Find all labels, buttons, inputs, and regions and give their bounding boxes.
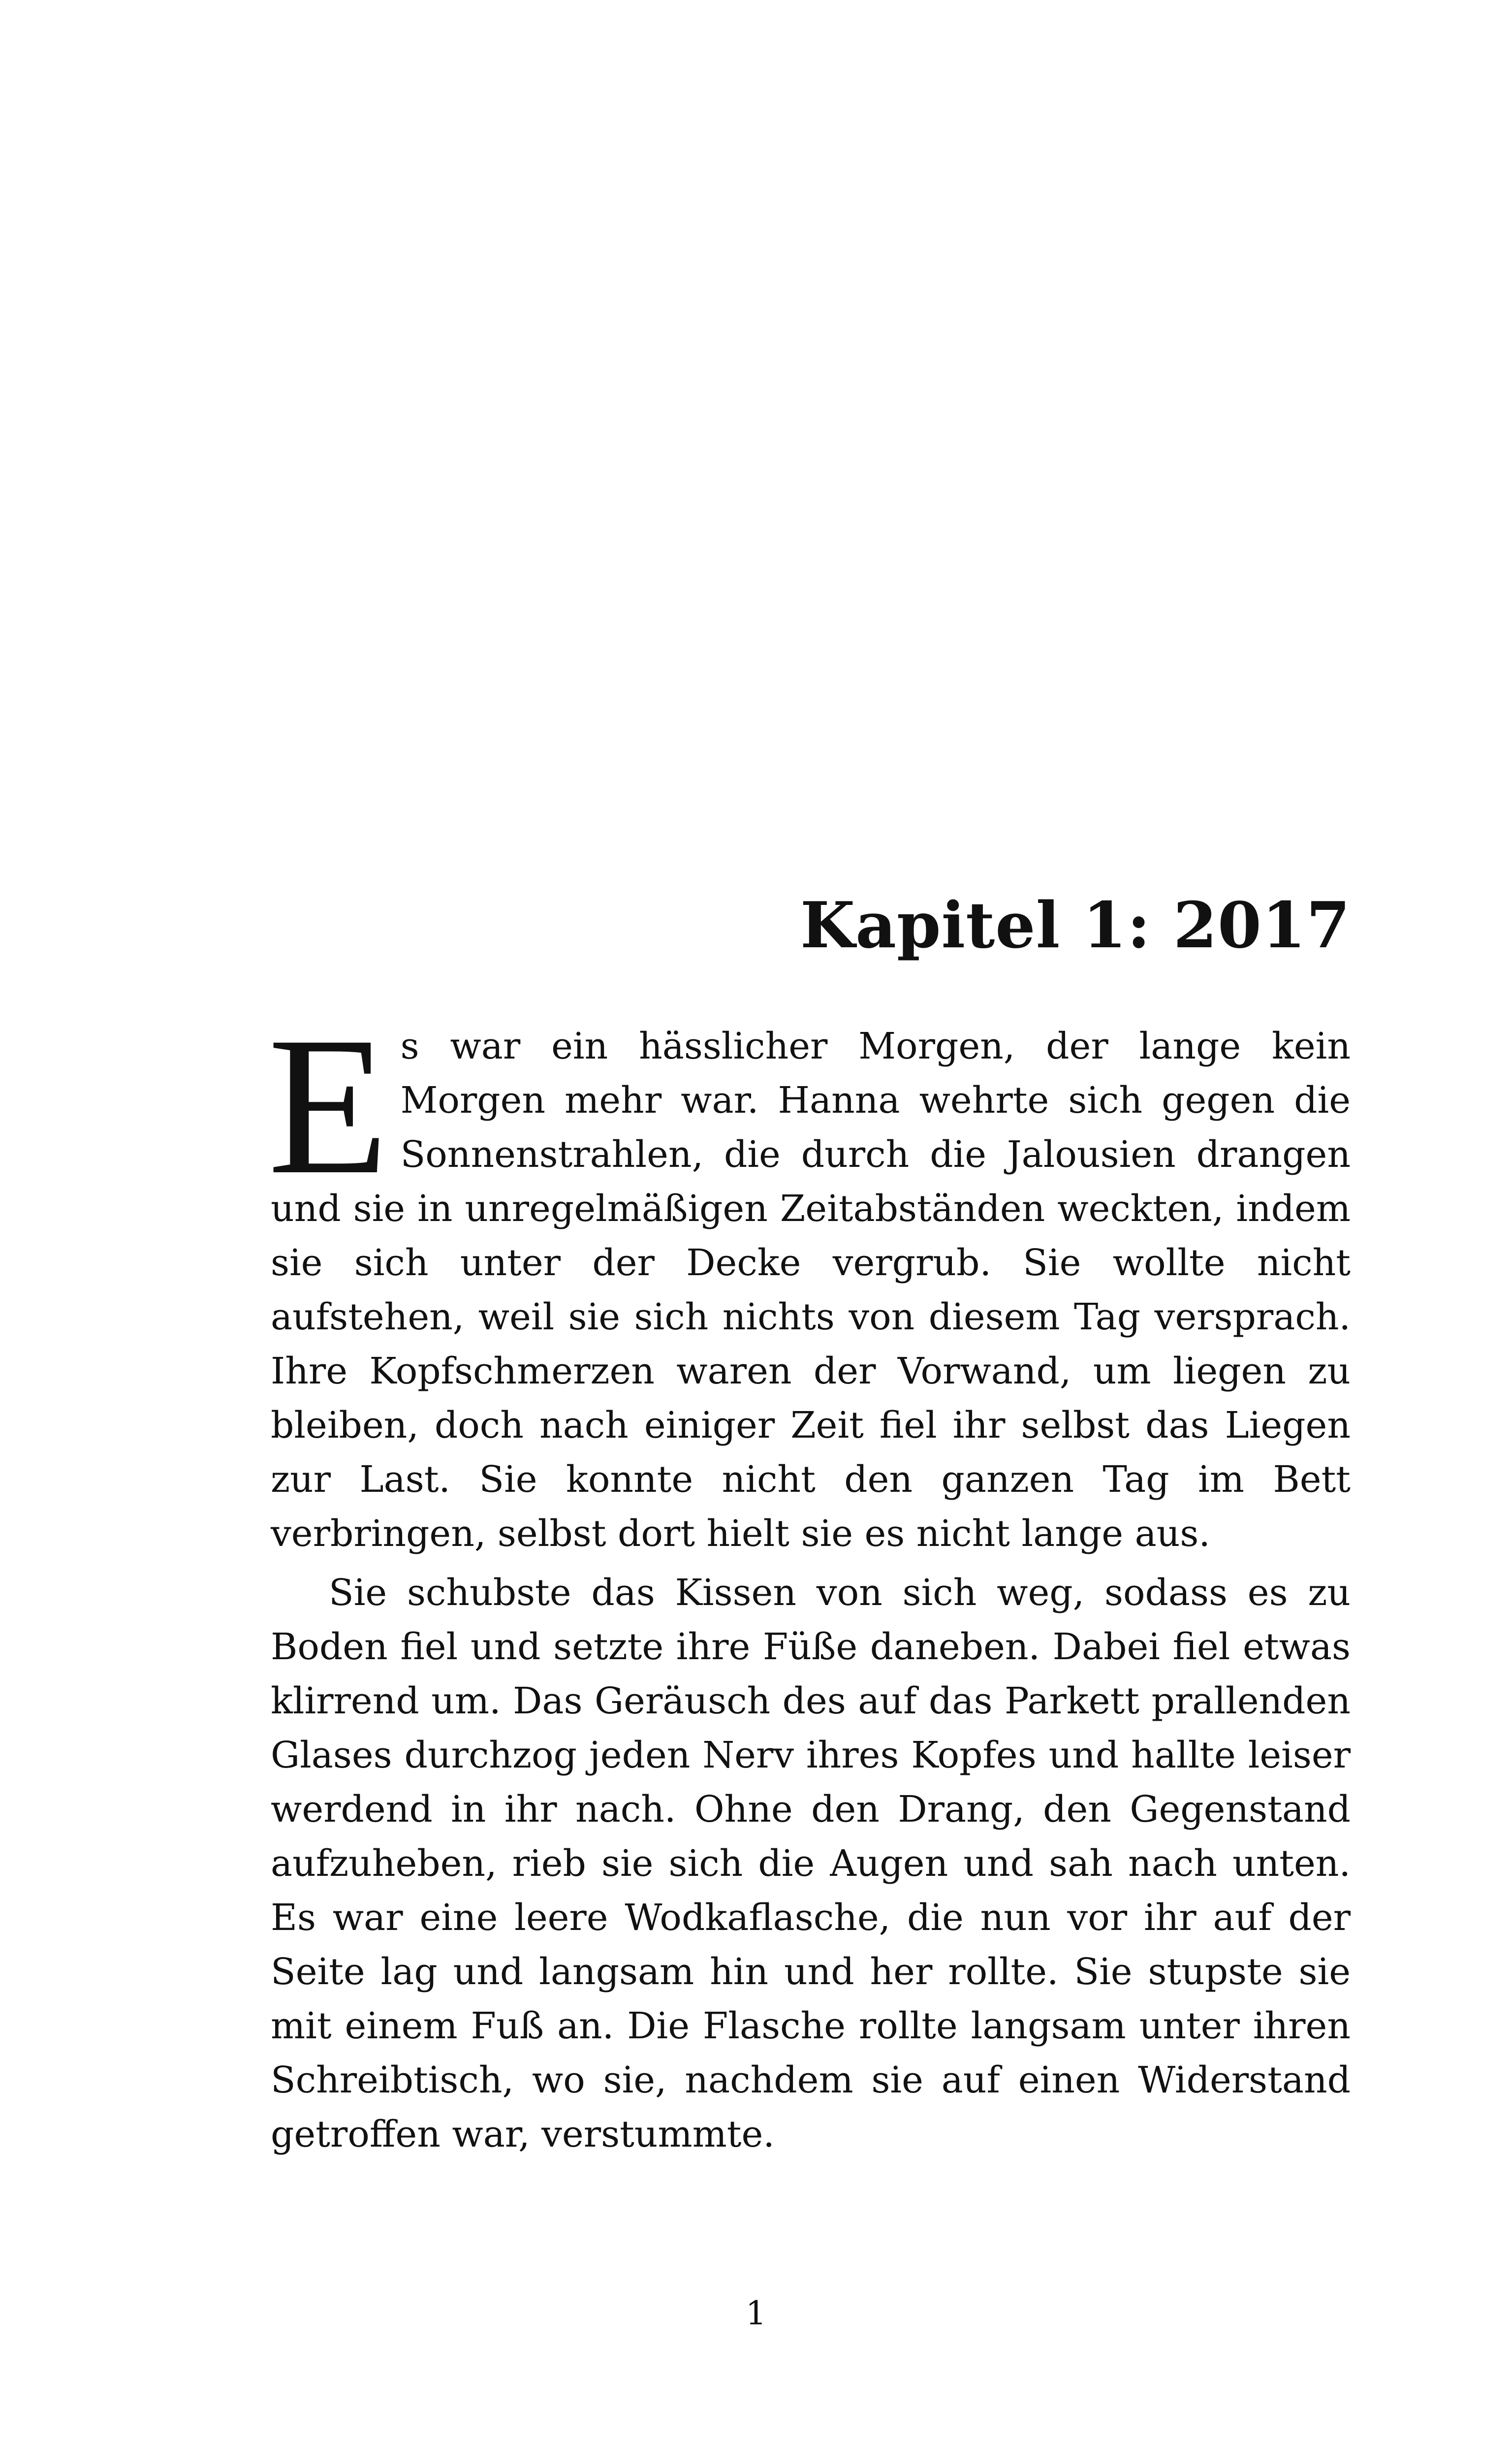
paragraph-1-text: s war ein hässlicher Morgen, der lange kein Morgen mehr war. Hanna wehrte sich gegen die Sonnenstrahlen, die durch die Jalousien drangen und sie in unregelmäßigen Zeitabständen weckten, indem sie sich unter der Decke vergrub. Sie wollte nicht aufstehen, weil sie sich nichts von diesem Tag versprach. Ihre Kopfschmerzen waren der Vorwand, um liegen zu bleiben, doch nach einiger Zeit fiel ihr selbst das Liegen zur Last. Sie konnte nicht den ganzen Tag im Bett verbringen, selbst dort hielt sie es nicht lange aus. <box>271 1025 1351 1555</box>
chapter-body <box>268 996 1351 2166</box>
paragraph-1 <box>268 996 1351 1561</box>
paragraph-2: Sie schubste das Kissen von sich weg, sodass es zu Boden fiel und setzte ihre Füße daneben. Dabei fiel etwas klirrend um. Das Geräusch des auf das Parkett prallenden Glases durchzog jeden Nerv ihres Kopfes und hallte leiser werdend in ihr nach. Ohne den Drang, den Gegenstand aufzuheben, rieb sie sich die Augen und sah nach unten. Es war eine leere Wodkaflasche, die nun vor ihr auf der Seite lag und langsam hin und her rollte. Sie stupste sie mit einem Fuß an. Die Flasche rollte langsam unter ihren Schreibtisch, wo sie, nachdem sie auf einen Widerstand getroffen war, verstummte. <box>271 1572 1351 2155</box>
page-number: 1 <box>746 2294 766 2332</box>
chapter-title: Kapitel 1: 2017 <box>800 888 1351 963</box>
drop-cap-letter: E <box>268 996 389 1215</box>
